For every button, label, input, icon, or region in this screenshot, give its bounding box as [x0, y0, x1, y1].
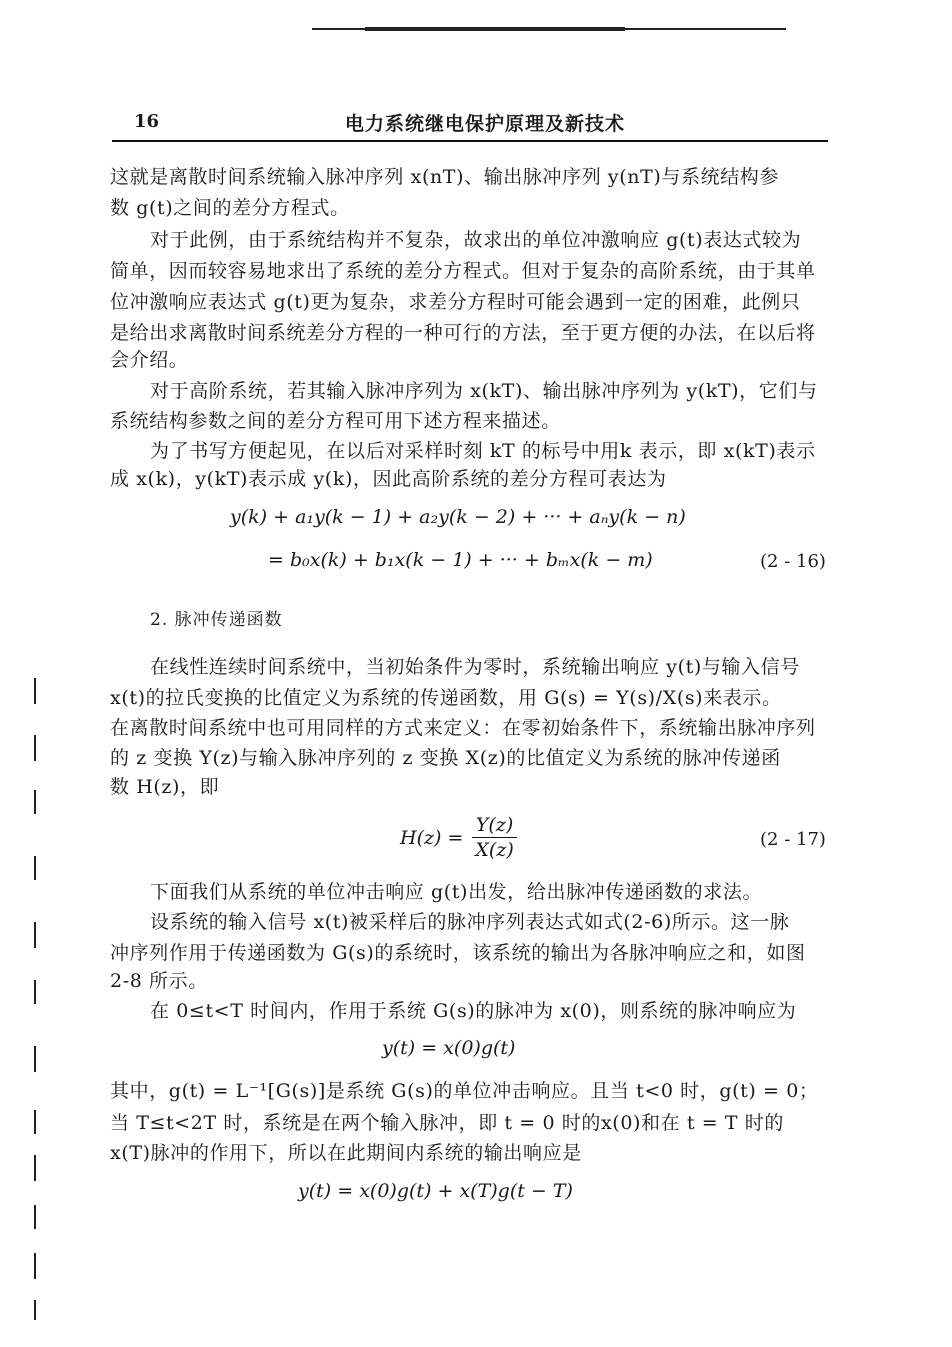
margin-mark	[34, 1155, 36, 1181]
paragraph-line: 冲序列作用于传递函数为 G(s)的系统时，该系统的输出为各脉冲响应之和，如图	[110, 942, 806, 964]
paragraph-line: 在离散时间系统中也可用同样的方式来定义：在零初始条件下，系统输出脉冲序列	[110, 717, 816, 739]
top-binding-line-thick	[365, 27, 625, 31]
paragraph-line: 在线性连续时间系统中，当初始条件为零时，系统输出响应 y(t)与输入信号	[150, 656, 800, 678]
margin-mark	[34, 790, 36, 814]
paragraph-line: x(t)的拉氏变换的比值定义为系统的传递函数，用 G(s) = Y(s)/X(s)来表示。	[110, 687, 782, 709]
fraction-numerator: Y(z)	[472, 814, 517, 838]
equation-lhs: H(z) =	[400, 826, 464, 849]
page-number: 16	[134, 111, 160, 132]
margin-mark	[34, 1046, 36, 1072]
paragraph-line: 简单，因而较容易地求出了系统的差分方程式。但对于复杂的高阶系统，由于其单	[110, 260, 816, 282]
fraction-denominator: X(z)	[475, 839, 514, 861]
margin-mark	[34, 1205, 36, 1229]
paragraph-line: 下面我们从系统的单位冲击响应 g(t)出发，给出脉冲传递函数的求法。	[150, 881, 763, 903]
paragraph-line: 在 0≤t<T 时间内，作用于系统 G(s)的脉冲为 x(0)，则系统的脉冲响应为	[150, 1000, 797, 1022]
paragraph-line: 2-8 所示。	[110, 970, 208, 992]
paragraph-line: 其中，g(t) = L⁻¹[G(s)]是系统 G(s)的单位冲击响应。且当 t<0 时，g(t) = 0；	[110, 1080, 819, 1102]
paragraph-line: 为了书写方便起见，在以后对采样时刻 kT 的标号中用k 表示，即 x(kT)表示	[150, 440, 816, 462]
margin-mark	[34, 1110, 36, 1134]
paragraph-line: 对于此例，由于系统结构并不复杂，故求出的单位冲激响应 g(t)表达式较为	[150, 229, 802, 251]
equation-number: (2 - 17)	[760, 829, 826, 850]
paragraph-line: 这就是离散时间系统输入脉冲序列 x(nT)、输出脉冲序列 y(nT)与系统结构参	[110, 166, 779, 188]
paragraph-line: 系统结构参数之间的差分方程可用下述方程来描述。	[110, 410, 561, 432]
equation: y(t) = x(0)g(t) + x(T)g(t − T)	[298, 1180, 573, 1202]
paragraph-line: 数 H(z)，即	[110, 776, 220, 798]
equation-2-16-line2: = b₀x(k) + b₁x(k − 1) + ··· + bₘx(k − m)	[268, 549, 653, 571]
fraction	[471, 814, 517, 861]
equation: y(t) = x(0)g(t)	[382, 1037, 516, 1059]
header-rule	[112, 140, 828, 142]
margin-mark	[34, 856, 36, 880]
paragraph-line: 数 g(t)之间的差分方程式。	[110, 197, 350, 219]
paragraph-line: 当 T≤t<2T 时，系统是在两个输入脉冲，即 t = 0 时的x(0)和在 t = T 时的	[110, 1112, 785, 1134]
equation-2-16-line1: y(k) + a₁y(k − 1) + a₂y(k − 2) + ··· + aₙy(k − n)	[230, 506, 686, 528]
margin-mark	[34, 735, 36, 761]
equation-2-17	[400, 814, 518, 861]
paragraph-line: 位冲激响应表达式 g(t)更为复杂，求差分方程时可能会遇到一定的困难，此例只	[110, 291, 801, 313]
paragraph-line: 对于高阶系统，若其输入脉冲序列为 x(kT)、输出脉冲序列为 y(kT)，它们与	[150, 380, 818, 402]
margin-mark	[34, 1253, 36, 1279]
paragraph-line: 是给出求离散时间系统差分方程的一种可行的方法，至于更方便的办法，在以后将	[110, 322, 816, 344]
paragraph-line: 的 z 变换 Y(z)与输入脉冲序列的 z 变换 X(z)的比值定义为系统的脉冲传递函	[110, 747, 781, 769]
running-title: 电力系统继电保护原理及新技术	[345, 113, 626, 135]
equation-number: (2 - 16)	[760, 551, 826, 572]
paragraph-line: x(T)脉冲的作用下，所以在此期间内系统的输出响应是	[110, 1142, 582, 1164]
margin-mark	[34, 922, 36, 948]
margin-mark	[34, 980, 36, 1004]
paragraph-line: 会介绍。	[110, 349, 189, 371]
margin-mark	[34, 1300, 36, 1320]
section-title: 2. 脉冲传递函数	[150, 610, 283, 630]
margin-mark	[34, 678, 36, 704]
paragraph-line: 成 x(k)，y(kT)表示成 y(k)，因此高阶系统的差分方程可表达为	[110, 468, 667, 490]
paragraph-line: 设系统的输入信号 x(t)被采样后的脉冲序列表达式如式(2-6)所示。这一脉	[150, 911, 790, 933]
